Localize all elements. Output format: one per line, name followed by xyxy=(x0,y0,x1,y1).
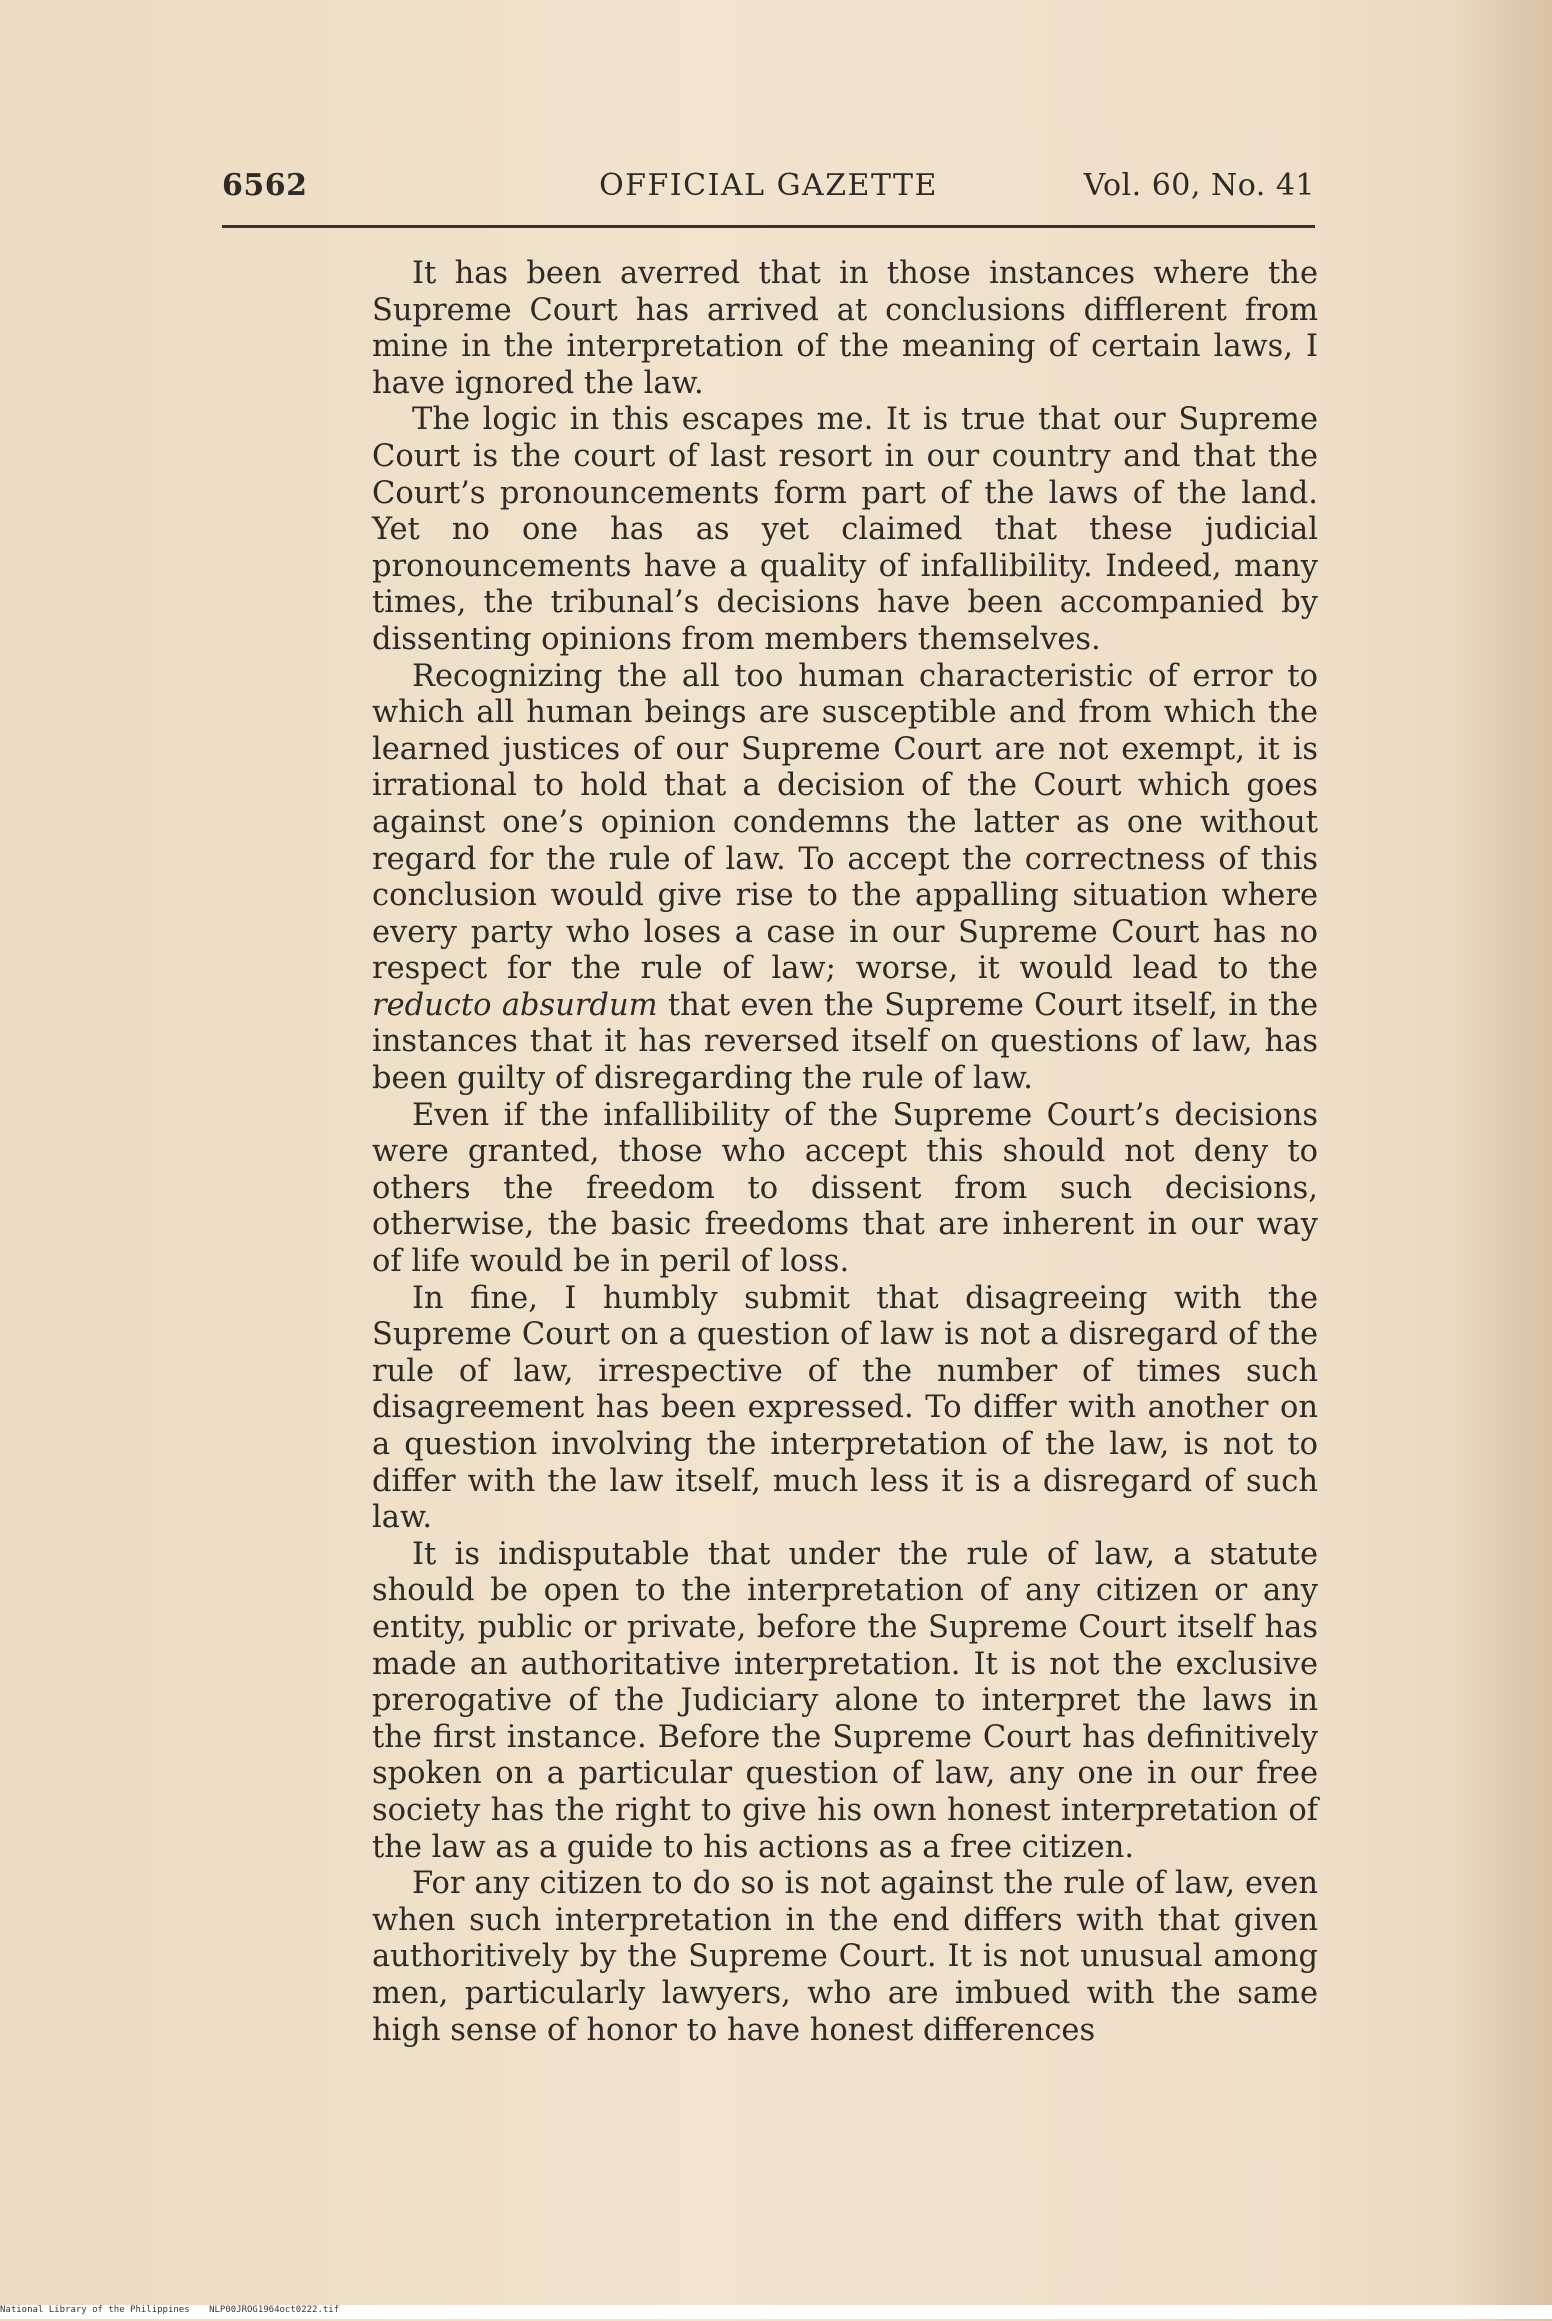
article-body xyxy=(372,256,1318,2049)
publication-title: OFFICIAL GAZETTE xyxy=(599,168,938,203)
paragraph-3-text-before: Recognizing the all too human characteristic of error to which all human beings are susceptible and from which the learned justices of our Supreme Court are not exempt, it is irrational to hold that a decision of the Court which goes against one’s opinion condemns the latter as one without regard for the rule of law. To accept the correctness of this conclusion would give rise to the appalling situation where every party who loses a case in our Supreme Court has no respect for the rule of law; worse, it would lead to the xyxy=(372,658,1318,987)
running-header xyxy=(222,168,1315,218)
header-rule xyxy=(222,225,1315,228)
library-credit: National Library of the Philippines xyxy=(0,2305,190,2315)
paragraph-7: For any citizen to do so is not against the rule of law, even when such interpretation in the end differs with that given authoritively by the Supreme Court. It is not unusual among men, particularly lawyers, who are imbued with the same high sense of honor to have honest differences xyxy=(372,1866,1318,2048)
latin-phrase: reducto absurdum xyxy=(372,987,658,1023)
page-number: 6562 xyxy=(222,168,308,203)
paragraph-3 xyxy=(372,659,1318,1098)
page-edge-shadow xyxy=(1462,0,1552,2321)
paragraph-2: The logic in this escapes me. It is true that our Supreme Court is the court of last resort in our country and that the Court’s pronouncements form part of the laws of the land. Yet no one has as yet claimed that these judicial pronouncements have a quality of infallibility. Indeed, many times, the tribunal’s decisions have been accompanied by dissenting opinions from members themselves. xyxy=(372,402,1318,657)
volume-issue: Vol. 60, No. 41 xyxy=(1083,168,1315,203)
paragraph-5: In fine, I humbly submit that disagreeing with the Supreme Court on a question of law is not a disregard of the rule of law, irrespective of the number of times such disagreement has been expressed. To differ with another on a question involving the interpretation of the law, is not to differ with the law itself, much less it is a disregard of such law. xyxy=(372,1280,1318,1536)
scan-filename: NLP00JROG1964oct0222.tif xyxy=(209,2305,340,2315)
scan-footer xyxy=(0,2305,1552,2319)
paragraph-1: It has been averred that in those instances where the Supreme Court has arrived at conclusions difflerent from mine in the interpretation of the meaning of certain laws, I have ignored the law. xyxy=(372,256,1318,401)
paragraph-4: Even if the infallibility of the Supreme Court’s decisions were granted, those who accept this should not deny to others the freedom to dissent from such decisions, otherwise, the basic freedoms that are inherent in our way of life would be in peril of loss. xyxy=(372,1097,1318,1280)
paragraph-6: It is indisputable that under the rule of law, a statute should be open to the interpretation of any citizen or any entity, public or private, before the Supreme Court itself has made an authoritative interpretation. It is not the exclusive prerogative of the Judiciary alone to interpret the laws in the first instance. Before the Supreme Court has definitively spoken on a particular question of law, any one in our free society has the right to give his own honest interpretation of the law as a guide to his actions as a free citizen. xyxy=(372,1536,1318,1865)
paragraph-3-text-after: that even the Supreme Court itself, in the instances that it has reversed itself on questions of law, has been guilty of disregarding the rule of law. xyxy=(372,987,1318,1097)
